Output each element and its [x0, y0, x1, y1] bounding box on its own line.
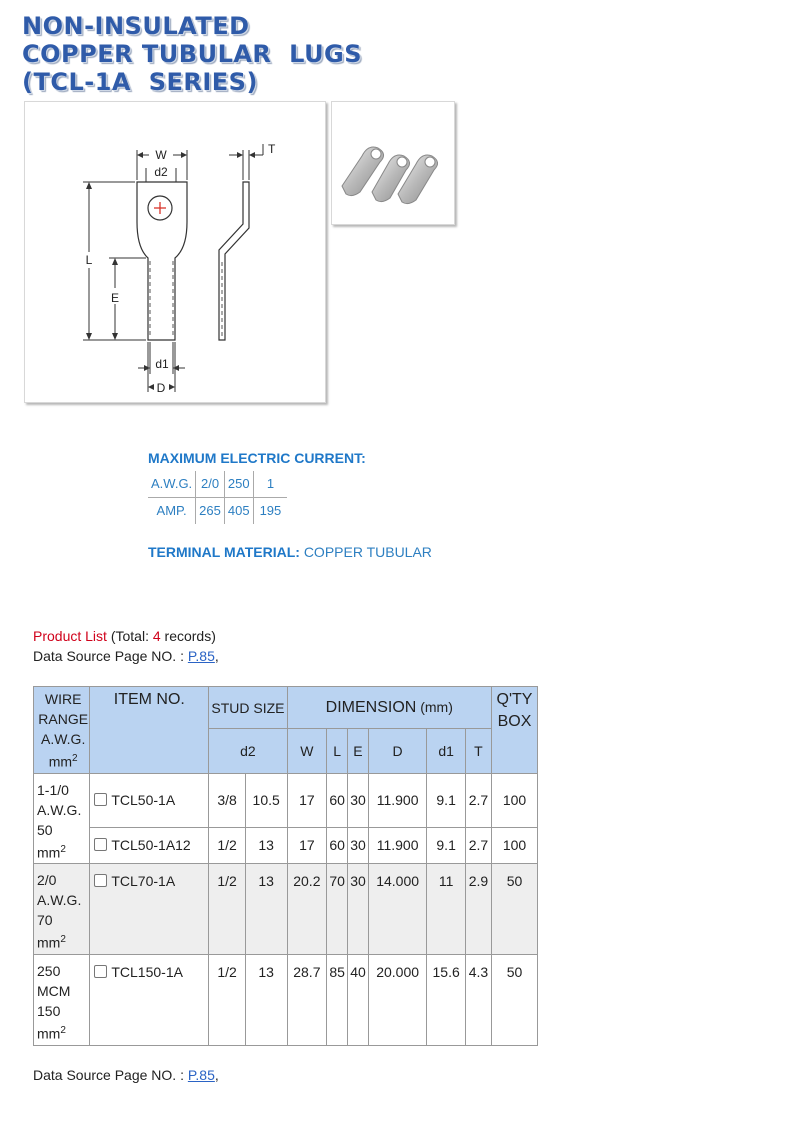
header-e: E — [348, 729, 369, 774]
e-cell: 30 — [348, 863, 369, 954]
terminal-material — [148, 543, 432, 561]
header-wire-text: WIRE — [44, 691, 82, 707]
t-cell: 2.7 — [465, 774, 491, 828]
title-line-2: COPPER TUBULAR LUGS — [22, 40, 363, 68]
item-number: TCL50-1A — [111, 792, 176, 809]
d2-cell: 13 — [245, 954, 287, 1045]
d-cell: 14.000 — [368, 863, 426, 954]
product-photo — [331, 101, 455, 225]
header-qty-text: Q'TY — [496, 691, 533, 708]
title-line-1: NON-INSULATED — [22, 12, 250, 40]
label-d: D — [156, 381, 166, 395]
table-header-row — [34, 687, 538, 729]
lug-front-outline — [137, 182, 187, 340]
stud-cell: 1/2 — [209, 827, 246, 863]
header-qty-box — [492, 687, 538, 774]
select-checkbox[interactable] — [94, 965, 107, 978]
qty-cell: 100 — [492, 827, 538, 863]
w-cell: 17 — [287, 774, 327, 828]
header-stud-size: STUD SIZE — [209, 687, 287, 729]
header-item-no: ITEM NO. — [90, 687, 209, 774]
electric-current-section — [148, 449, 366, 524]
header-d1: d1 — [427, 729, 466, 774]
e-cell: 30 — [348, 827, 369, 863]
d-cell: 11.900 — [368, 774, 426, 828]
header-mm-text: $mm^2$ — [48, 753, 78, 770]
select-checkbox[interactable] — [94, 838, 107, 851]
product-table — [33, 686, 538, 1046]
label-t: T — [268, 142, 276, 156]
qty-cell: 100 — [492, 774, 538, 828]
technical-drawing — [24, 101, 326, 403]
select-checkbox[interactable] — [94, 874, 107, 887]
material-label: TERMINAL MATERIAL: — [148, 544, 300, 560]
header-box-text: BOX — [497, 713, 532, 730]
product-list-label: Product List — [33, 628, 107, 644]
item-cell[interactable] — [90, 954, 209, 1045]
header-range-text: RANGE — [38, 711, 89, 727]
wire-range-cell: 250 MCM 150 $mm^2$ — [34, 954, 90, 1045]
source-label: Data Source Page NO. : — [33, 648, 188, 664]
table-row — [34, 827, 538, 863]
source-comma: , — [214, 648, 219, 664]
w-cell: 20.2 — [287, 863, 327, 954]
l-cell: 60 — [327, 774, 348, 828]
table-row — [34, 774, 538, 828]
qty-cell: 50 — [492, 863, 538, 954]
l-cell: 60 — [327, 827, 348, 863]
source-label: Data Source Page NO. : — [33, 1067, 188, 1083]
amp-value: 265 — [196, 498, 225, 525]
header-d: D — [368, 729, 426, 774]
header-l: L — [327, 729, 348, 774]
d-cell: 20.000 — [368, 954, 426, 1045]
data-source-bottom — [33, 1065, 219, 1085]
e-cell: 30 — [348, 774, 369, 828]
t-cell: 2.7 — [465, 827, 491, 863]
amp-label: AMP. — [148, 498, 196, 525]
title-line-3: (TCL-1A SERIES) — [22, 68, 258, 96]
stud-cell: 1/2 — [209, 954, 246, 1045]
w-cell: 17 — [287, 827, 327, 863]
amp-value: 405 — [224, 498, 253, 525]
t-cell: 4.3 — [465, 954, 491, 1045]
amp-row — [148, 498, 287, 525]
qty-cell: 50 — [492, 954, 538, 1045]
stud-cell: 3/8 — [209, 774, 246, 828]
label-w: W — [155, 148, 167, 162]
header-dimension: DIMENSION (mm) — [287, 687, 491, 729]
awg-row — [148, 471, 287, 498]
d2-cell: 13 — [245, 863, 287, 954]
header-d2: d2 — [209, 729, 287, 774]
product-list-summary — [33, 626, 219, 666]
total-count: 4 — [152, 628, 161, 644]
lug-side-outline — [219, 182, 249, 340]
d2-cell: 13 — [245, 827, 287, 863]
amp-value: 195 — [259, 503, 282, 518]
l-cell: 85 — [327, 954, 348, 1045]
wire-range-cell: 2/0 A.W.G. 70 $mm^2$ — [34, 863, 90, 954]
select-checkbox[interactable] — [94, 793, 107, 806]
lug-dimension-drawing — [25, 102, 325, 402]
t-cell: 2.9 — [465, 863, 491, 954]
label-d2: d2 — [154, 165, 168, 179]
label-e: E — [110, 291, 120, 305]
amp-table — [148, 471, 287, 524]
d1-cell: 9.1 — [427, 827, 466, 863]
header-w: W — [287, 729, 327, 774]
source-page-link[interactable]: P.85 — [187, 648, 215, 664]
l-cell: 70 — [327, 863, 348, 954]
data-source-top — [33, 646, 219, 666]
total-suffix: records) — [160, 628, 216, 644]
stud-cell: 1/2 — [209, 863, 246, 954]
item-number: TCL150-1A — [111, 963, 183, 980]
item-number: TCL50-1A12 — [111, 837, 191, 854]
table-row — [34, 954, 538, 1045]
table-row — [34, 863, 538, 954]
source-page-link[interactable]: P.85 — [187, 1067, 215, 1083]
d2-cell: 10.5 — [245, 774, 287, 828]
electric-current-heading: MAXIMUM ELECTRIC CURRENT: — [148, 450, 366, 466]
d1-cell: 9.1 — [427, 774, 466, 828]
w-cell: 28.7 — [287, 954, 327, 1045]
header-t: T — [465, 729, 491, 774]
wire-range-cell: 1-1/0 A.W.G. 50 $mm^2$ — [34, 774, 90, 864]
item-cell[interactable] — [90, 774, 209, 828]
lug-photo-illustration — [332, 102, 454, 224]
awg-label: A.W.G. — [148, 471, 196, 498]
item-cell[interactable] — [90, 827, 209, 863]
header-awg-text: A.W.G. — [41, 731, 86, 747]
source-comma: , — [214, 1067, 219, 1083]
d1-cell: 11 — [427, 863, 466, 954]
d-cell: 11.900 — [368, 827, 426, 863]
e-cell: 40 — [348, 954, 369, 1045]
page-title — [22, 12, 362, 96]
material-value: COPPER TUBULAR — [303, 544, 432, 560]
awg-value: 2/0 — [196, 471, 225, 498]
item-number: TCL70-1A — [111, 872, 176, 889]
header-wire-range — [34, 687, 90, 774]
label-d1: d1 — [155, 357, 169, 371]
awg-value: 1 — [253, 471, 287, 498]
awg-value: 250 — [224, 471, 253, 498]
d1-cell: 15.6 — [427, 954, 466, 1045]
item-cell[interactable] — [90, 863, 209, 954]
label-l: L — [85, 253, 93, 267]
total-prefix: (Total: — [110, 628, 153, 644]
